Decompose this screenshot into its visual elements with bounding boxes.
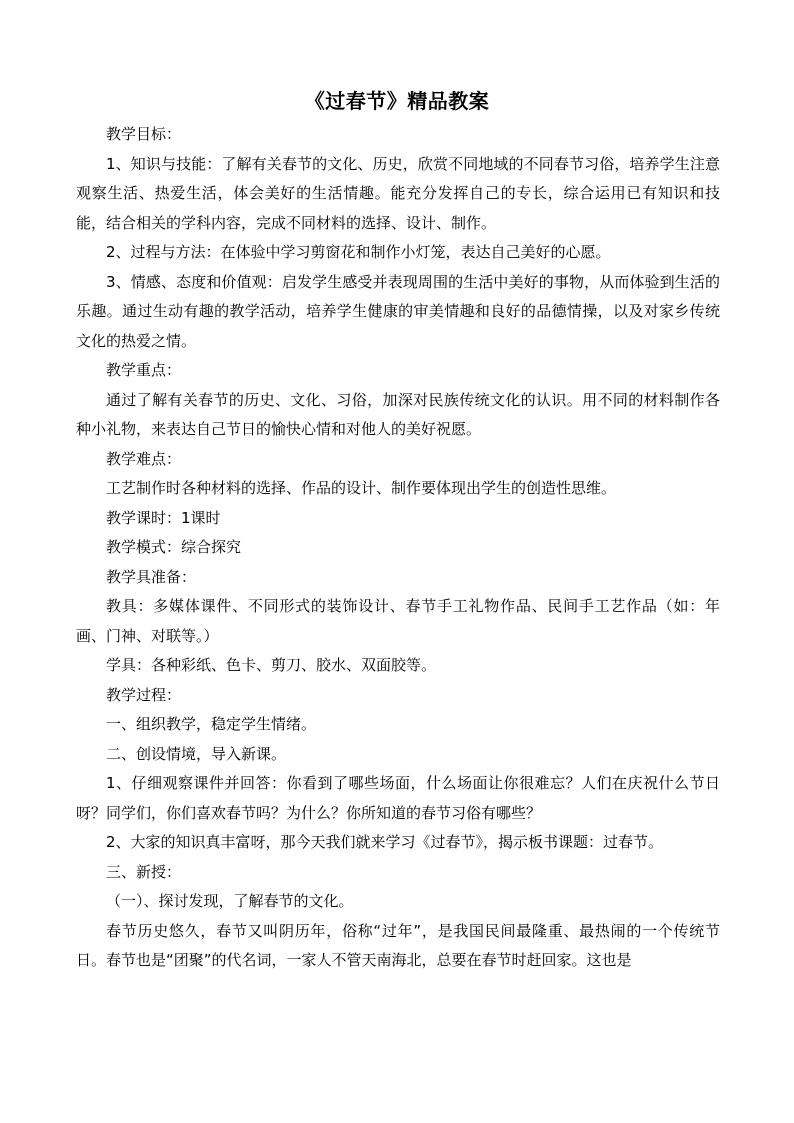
paragraph-step-one: 一、组织教学，稳定学生情绪。 (106, 715, 317, 733)
paragraph-spring-festival-history: 春节历史悠久，春节又叫阴历年，俗称“过年”，是我国民间最隆重、最热闹的一个传统节日。春节也是“团聚”的代名词，一家人不管天南海北，总要在春节时赶回家。这也是 (76, 921, 720, 969)
paragraph-teacher-materials: 教具：多媒体课件、不同形式的装饰设计、春节手工礼物作品、民间手工艺作品（如：年画、门神、对联等。） (76, 597, 720, 645)
paragraph-subsection-one: （一）、探讨发现，了解春节的文化。 (106, 892, 354, 910)
paragraph-knowledge-skills: 1、知识与技能：了解有关春节的文化、历史，欣赏不同地域的不同春节习俗，培养学生注意观察生活、热爱生活，体会美好的生活情趣。能充分发挥自己的专长，综合运用已有知识和技能，结合相关的学科内容，完成不同材料的选择、设计、制作。 (76, 154, 720, 232)
heading-materials: 教学具准备： (106, 567, 197, 586)
document-body (76, 120, 720, 976)
paragraph-teaching-mode: 教学模式：综合探究 (106, 538, 242, 556)
heading-teaching-process: 教学过程： (106, 685, 182, 704)
paragraph-step-two-item-one: 1、仔细观察课件并回答：你看到了哪些场面，什么场面让你很难忘？人们在庆祝什么节日呀？同学们，你们喜欢春节吗？为什么？你所知道的春节习俗有哪些？ (76, 774, 720, 822)
paragraph-step-two: 二、创设情境，导入新课。 (106, 744, 287, 763)
paragraph-step-two-item-two: 2、大家的知识真丰富呀，那今天我们就来学习《过春节》，揭示板书课题：过春节。 (106, 833, 664, 851)
paragraph-process-methods: 2、过程与方法：在体验中学习剪窗花和制作小灯笼，表达自己美好的心愿。 (106, 243, 611, 261)
heading-difficulties: 教学难点： (106, 449, 182, 468)
heading-teaching-goals: 教学目标： (106, 125, 182, 143)
paragraph-student-materials: 学具：各种彩纸、色卡、剪刀、胶水、双面胶等。 (106, 656, 437, 674)
heading-key-points: 教学重点： (106, 361, 182, 379)
paragraph-emotion-values: 3、情感、态度和价值观：启发学生感受并表现周围的生活中美好的事物，从而体验到生活的乐趣。通过生动有趣的教学活动，培养学生健康的审美情趣和良好的品德情操，以及对家乡传统文化的热爱之情。 (76, 272, 720, 350)
paragraph-difficulties: 工艺制作时各种材料的选择、作品的设计、制作要体现出学生的创造性思维。 (106, 479, 617, 497)
paragraph-key-points: 通过了解有关春节的历史、文化、习俗，加深对民族传统文化的认识。用不同的材料制作各种小礼物，来表达自己节日的愉快心情和对他人的美好祝愿。 (76, 390, 720, 438)
document-title: 《过春节》精品教案 (304, 89, 490, 113)
paragraph-class-hours: 教学课时：1课时 (106, 508, 221, 527)
paragraph-step-three: 三、新授： (106, 862, 182, 881)
